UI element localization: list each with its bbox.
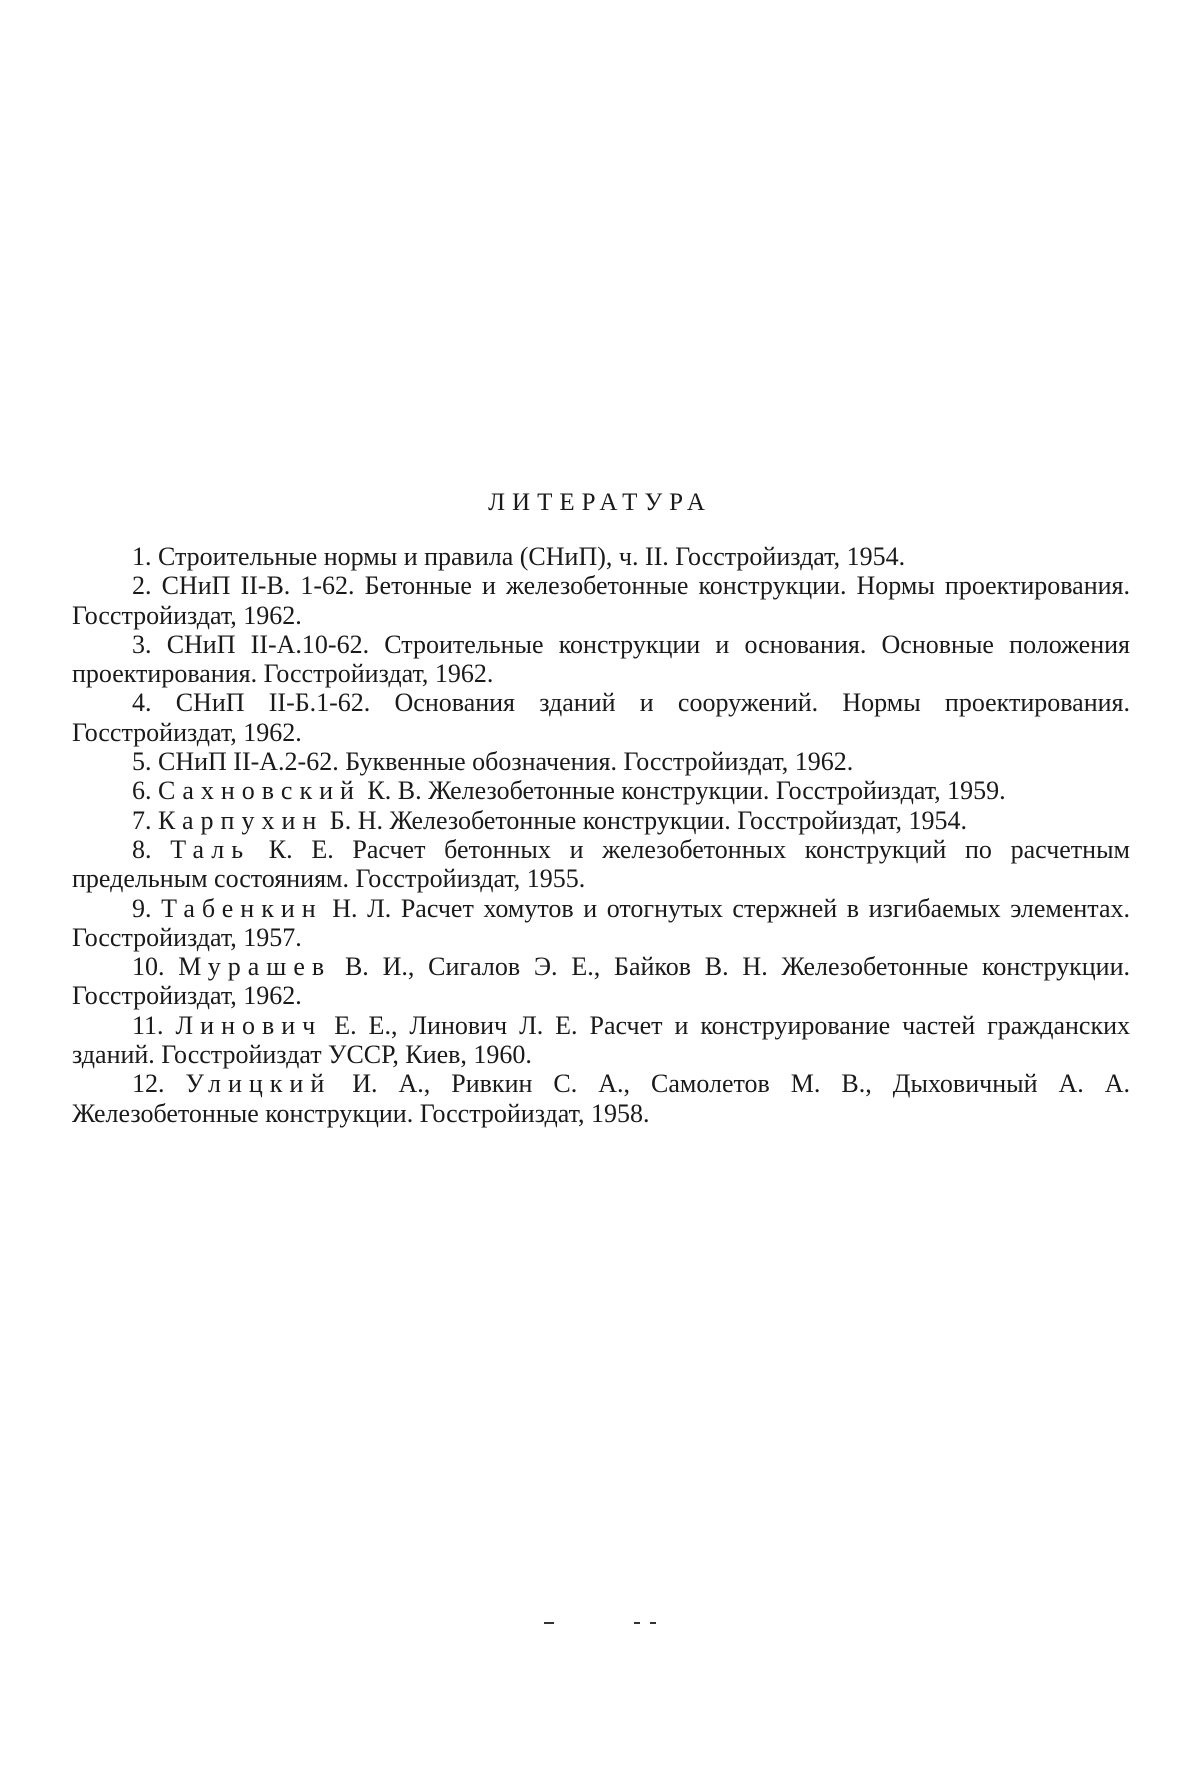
reference-item <box>72 747 1130 776</box>
reference-text: СНиП II-А.10-62. Строительные конструкции и основания. Основные положения проектирования. Госстройиздат, 1962. <box>72 629 1130 689</box>
reference-number: 4. <box>132 688 152 718</box>
reference-number: 10. <box>132 952 165 982</box>
reference-number: 3. <box>132 629 152 659</box>
reference-list <box>72 542 1130 1128</box>
reference-number: 9. <box>132 893 152 923</box>
reference-item <box>72 952 1130 1011</box>
reference-text: Б. Н. Железобетонные конструкции. Госстройиздат, 1954. <box>329 805 967 835</box>
reference-author: Мурашев <box>178 952 332 982</box>
reference-text: СНиП II-Б.1-62. Основания зданий и сооружений. Нормы проектирования. Госстройиздат, 1962. <box>72 688 1130 747</box>
reference-item <box>72 571 1130 630</box>
ornament-dash <box>634 1622 640 1624</box>
reference-item <box>72 542 1130 571</box>
reference-author: Линович <box>175 1010 323 1040</box>
reference-number: 11. <box>132 1010 164 1040</box>
reference-author: Улицкий <box>185 1069 332 1099</box>
reference-number: 8. <box>132 834 152 864</box>
reference-item <box>72 1069 1130 1128</box>
reference-item <box>72 630 1130 689</box>
reference-author: Карпухин <box>158 805 324 835</box>
reference-text: К. Е. Расчет бетонных и железобетонных конструкций по расчетным предельным состояниям. Госстройиздат, 1955. <box>72 834 1131 894</box>
reference-item <box>72 806 1130 835</box>
reference-number: 2. <box>132 571 152 601</box>
ornament-dash <box>650 1622 656 1624</box>
reference-number: 1. <box>132 542 152 571</box>
reference-text: К. В. Железобетонные конструкции. Госстройиздат, 1959. <box>367 776 1006 806</box>
reference-item <box>72 688 1130 747</box>
reference-item <box>72 776 1130 805</box>
reference-author: Табенкин <box>161 893 323 923</box>
reference-text: И. А., Ривкин С. А., Самолетов М. В., Дыховичный А. А. Железобетонные конструкции. Госстройиздат, 1958. <box>72 1069 1131 1128</box>
reference-item <box>72 894 1130 953</box>
end-ornament <box>0 1608 1200 1634</box>
reference-text: В. И., Сигалов Э. Е., Байков В. Н. Железобетонные конструкции. Госстройиздат, 1962. <box>72 952 1131 1011</box>
reference-author: Сахновский <box>158 776 361 806</box>
reference-text: СНиП II-В. 1-62. Бетонные и железобетонные конструкции. Нормы проектирования. Госстройиздат, 1962. <box>72 571 1130 630</box>
reference-number: 12. <box>132 1069 165 1099</box>
ornament-dash <box>544 1622 554 1624</box>
reference-item <box>72 1011 1130 1070</box>
reference-number: 7. <box>132 805 152 835</box>
reference-text: Е. Е., Линович Л. Е. Расчет и конструирование частей гражданских зданий. Госстройиздат УССР, Киев, 1960. <box>72 1010 1131 1070</box>
reference-number: 6. <box>132 776 152 806</box>
reference-author: Таль <box>170 834 251 864</box>
reference-text: СНиП II-А.2-62. Буквенные обозначения. Госстройиздат, 1962. <box>158 747 854 777</box>
section-title: ЛИТЕРАТУРА <box>488 489 712 516</box>
reference-text: Строительные нормы и правила (СНиП), ч. II. Госстройиздат, 1954. <box>158 542 906 571</box>
reference-item <box>72 835 1130 894</box>
reference-number: 5. <box>132 747 152 777</box>
reference-text: Н. Л. Расчет хомутов и отогнутых стержней в изгибаемых элементах. Госстройиздат, 1957. <box>72 893 1131 952</box>
